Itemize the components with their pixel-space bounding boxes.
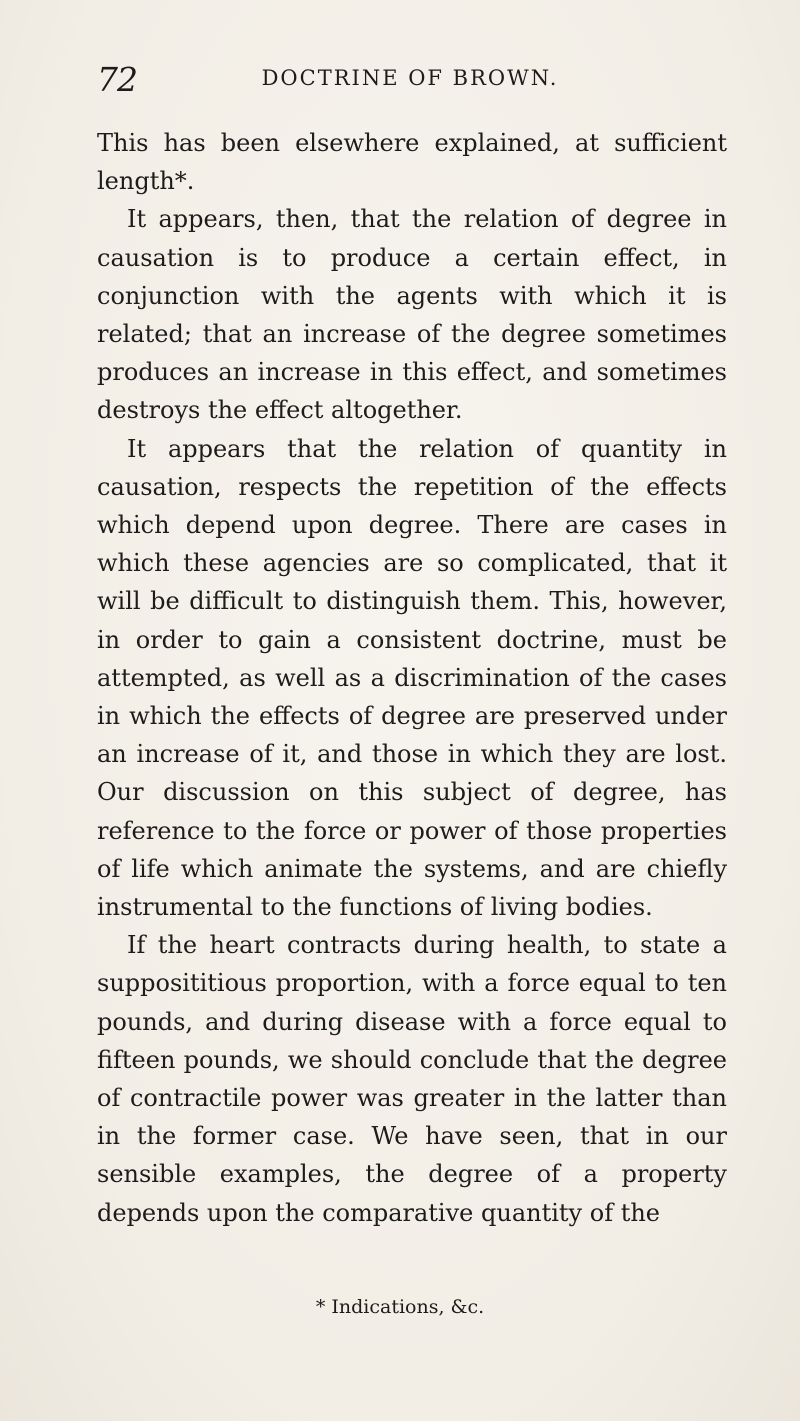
running-title: DOCTRINE OF BROWN.: [261, 66, 559, 90]
footnote: * Indications, &c.: [315, 1296, 485, 1318]
body-text: [97, 124, 727, 1232]
paragraph: If the heart contracts during health, to state a supposititious proportion, with a force equal to ten pounds, and during disease with a force equal to fifteen pounds, we should conclude that the degree of contractile power was greater in the latter than in the former case. We have seen, that in our sensible examples, the degree of a property depends upon the comparative quantity of the: [97, 931, 727, 1227]
paragraph: This has been elsewhere explained, at sufficient length*.: [97, 129, 727, 196]
page-number: 72: [97, 60, 137, 99]
paragraph: It appears, then, that the relation of degree in causation is to produce a certain effect, in conjunction with the agents with which it is related; that an increase of the degree sometimes produces an increase in this effect, and sometimes destroys the effect altogether.: [97, 205, 727, 425]
page-header: [0, 60, 800, 100]
paragraph: It appears that the relation of quantity in causation, respects the repetition of the effects which depend upon degree. There are cases in which these agencies are so complicated, that it will be difficult to distinguish them. This, however, in order to gain a consistent doctrine, must be attempted, as well as a discrimination of the cases in which the effects of degree are preserved under an increase of it, and those in which they are lost. Our discussion on this subject of degree, has reference to the force or power of those properties of life which animate the systems, and are chiefly instrumental to the functions of living bodies.: [97, 434, 727, 922]
